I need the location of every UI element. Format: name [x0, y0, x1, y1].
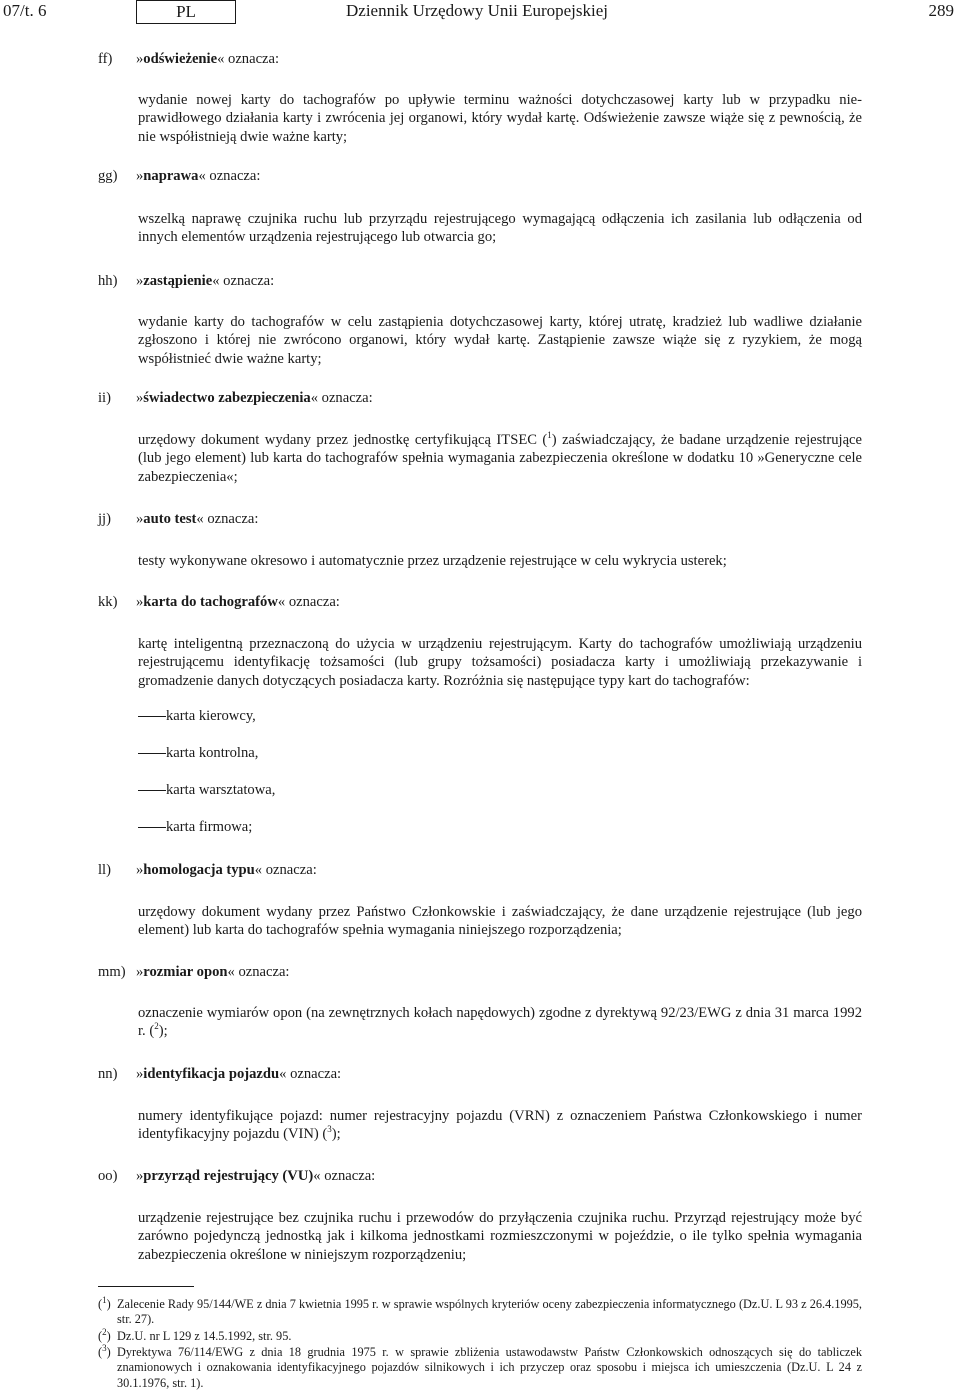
- list-item: [138, 781, 276, 799]
- definition-term: świadectwo zabezpieczenia: [143, 390, 311, 406]
- definition-body-part: );: [331, 1126, 341, 1143]
- definition-marker: ff): [98, 51, 113, 67]
- definition-verb: oznacza:: [290, 1066, 342, 1082]
- definition-term-line: »identyfikacja pojazdu« oznacza:: [136, 1066, 342, 1082]
- list-item-text: karta kontrolna,: [166, 745, 259, 761]
- definition-marker: gg): [98, 168, 118, 184]
- footnote-text: Zalecenie Rady 95/144/WE z dnia 7 kwietnia 1995 r. w sprawie wspólnych kryteriów oceny zabezpieczenia informatycznego (Dz.U. L 93 z 26.4.1995, str. 27).: [117, 1297, 862, 1327]
- definition-body: [138, 1004, 862, 1041]
- definition-marker: jj): [98, 511, 111, 527]
- definition-term: odświeżenie: [143, 51, 218, 67]
- definition-body-part: oznaczenie wymiarów opon (na zewnętrznych kołach napędowych) zgodne z dyrektywą 92/23/EWG z dnia 31 marca 1992 r. (: [138, 1005, 862, 1040]
- definition-body: [138, 431, 862, 486]
- definition-marker: kk): [98, 594, 118, 610]
- dash-marker: [138, 790, 166, 791]
- footnote-reference: 1: [547, 430, 552, 441]
- definition-verb: oznacza:: [228, 51, 280, 67]
- definition-marker: oo): [98, 1168, 118, 1184]
- definition-body: testy wykonywane okresowo i automatycznie przez urządzenie rejestrujące w celu wykrycia usterek;: [138, 553, 727, 569]
- definition-verb: oznacza:: [207, 511, 259, 527]
- dash-marker: [138, 753, 166, 754]
- definition-term: homologacja typu: [143, 862, 255, 878]
- footnote-number: ($^1$): [98, 1294, 111, 1311]
- dash-marker: [138, 827, 166, 828]
- definition-body: [138, 1107, 862, 1144]
- definition-term-line: »homologacja typu« oznacza:: [136, 862, 317, 878]
- definition-marker: ll): [98, 862, 111, 878]
- definition-verb: oznacza:: [288, 594, 340, 610]
- definition-verb: oznacza:: [324, 1168, 376, 1184]
- footnote-reference: 2: [154, 1021, 159, 1032]
- definition-term-line: »naprawa« oznacza:: [136, 168, 261, 184]
- definition-term-line: »karta do tachografów« oznacza:: [136, 594, 340, 610]
- definition-term-line: »odświeżenie« oznacza:: [136, 51, 280, 67]
- definition-marker: nn): [98, 1066, 118, 1082]
- list-item: [138, 707, 256, 725]
- definition-body-part: );: [158, 1023, 168, 1040]
- journal-reference: 07/t. 6: [3, 1, 47, 20]
- definition-body-part: ) zaświadczający, że badane urządzenie rejestrujące (lub jego element) lub karta do tachografów spełnia wymagania zabezpieczenia określone w dodatku 10 »Generyczne cele zabezpieczenia«;: [138, 432, 862, 485]
- definition-term-line: »zastąpienie« oznacza:: [136, 273, 275, 289]
- page-header: [0, 0, 960, 24]
- definition-body: wydanie nowej karty do tachografów po upływie terminu ważności dotychczasowej karty lub w przypadku nieprawidłowego działania karty i zwrócenia jej organowi, który wydał kartę. Odświeżenie zawsze wiąże się z pewnością, że nie współistnieją dwie ważne karty;: [138, 92, 862, 145]
- definition-term-line: »świadectwo zabezpieczenia« oznacza:: [136, 390, 373, 406]
- definition-body-part: urzędowy dokument wydany przez jednostkę certyfikującą ITSEC (: [138, 432, 548, 448]
- definition-term: karta do tachografów: [143, 594, 278, 610]
- definition-verb: oznacza:: [321, 390, 373, 406]
- definition-body: urzędowy dokument wydany przez Państwo Członkowskie i zaświadczający, że dane urządzenie rejestrujące (lub jego element) lub karta do tachografów spełnia wymagania niniejszego rozporządzenia;: [138, 904, 862, 939]
- footnote-separator: [98, 1286, 194, 1287]
- definition-body-part: numery identyfikujące pojazd: numer rejestracyjny pojazdu (VRN) z oznaczeniem Państwa Członkowskiego i numer identyfikacyjny pojazdu (VIN) (: [138, 1108, 862, 1143]
- footnote-text: Dyrektywa 76/114/EWG z dnia 18 grudnia 1975 r. w sprawie zbliżenia ustawodawstw Państw Członkowskich odnoszących się do tabliczek znamionowych i oznakowania identyfikacyjnego pojazdów silnikowych i ich przyczep oraz sposobu i miejsca ich umieszczenia (Dz.U. L 24 z 30.1.1976, str. 1).: [117, 1345, 862, 1390]
- list-item: [138, 744, 259, 762]
- definition-term: zastąpienie: [143, 273, 213, 289]
- definition-term: identyfikacja pojazdu: [143, 1066, 280, 1082]
- definition-marker: hh): [98, 273, 118, 289]
- definition-body: kartę inteligentną przeznaczoną do użycia w urządzeniu rejestrującym. Karty do tachografów umożliwiają urządzeniu rejestrującemu identyfikację tożsamości (lub grupy tożsamości) posiadacza karty i umożliwiają przekazywanie i gromadzenie danych dotyczących posiadacza karty. Rozróżnia się następujące typy kart do tachografów:: [138, 636, 862, 689]
- list-item: [138, 818, 253, 836]
- definition-verb: oznacza:: [265, 862, 317, 878]
- definition-term: rozmiar opon: [143, 964, 228, 980]
- language-box: PL: [136, 0, 236, 24]
- definition-body: urządzenie rejestrujące bez czujnika ruchu i przewodów do przyłączenia czujnika ruchu. Przyrząd rejestrujący może być zarówno pojedynczą jednostką jak i kilkoma jednostkami rozmieszczonymi w pojeździe, o ile tylko spełnia wymagania zabezpieczenia określone w niniejszym rozporządzeniu;: [138, 1210, 862, 1263]
- definition-term-line: »auto test« oznacza:: [136, 511, 259, 527]
- definition-body: wydanie karty do tachografów w celu zastąpienia dotychczasowej karty, której utratę, kradzież lub wadliwe działanie zgłoszono i której nie zwrócono organowi, który wydał kartę. Zastąpienie zawsze wiąże się z ryzykiem, że mogą współistnieć dwie ważne karty;: [138, 314, 862, 367]
- page-number: 289: [928, 1, 954, 20]
- list-item-text: karta firmowa;: [166, 819, 253, 835]
- journal-title: Dziennik Urzędowy Unii Europejskiej: [346, 1, 609, 20]
- definition-term-line: »rozmiar opon« oznacza:: [136, 964, 290, 980]
- definition-verb: oznacza:: [238, 964, 290, 980]
- dash-marker: [138, 716, 166, 717]
- footnote-number: ($^3$): [98, 1342, 111, 1359]
- definition-verb: oznacza:: [209, 168, 261, 184]
- definition-verb: oznacza:: [223, 273, 275, 289]
- definition-marker: mm): [98, 964, 126, 980]
- definition-term-line: »przyrząd rejestrujący (VU)« oznacza:: [136, 1168, 376, 1184]
- definition-term: przyrząd rejestrujący (VU): [143, 1168, 314, 1184]
- list-item-text: karta warsztatowa,: [166, 782, 276, 798]
- definition-term: naprawa: [143, 168, 199, 184]
- footnote-number: ($^2$): [98, 1326, 111, 1343]
- footnote-text: Dz.U. nr L 129 z 14.5.1992, str. 95.: [117, 1329, 292, 1343]
- definition-marker: ii): [98, 390, 111, 406]
- definition-body: wszelką naprawę czujnika ruchu lub przyrządu rejestrującego wymagającą odłączenia ich zasilania lub odłączenia od innych elementów urządzenia rejestrującego lub otwarcia go;: [138, 211, 862, 246]
- definition-term: auto test: [143, 511, 197, 527]
- footnote-reference: 3: [327, 1124, 332, 1135]
- list-item-text: karta kierowcy,: [166, 708, 256, 724]
